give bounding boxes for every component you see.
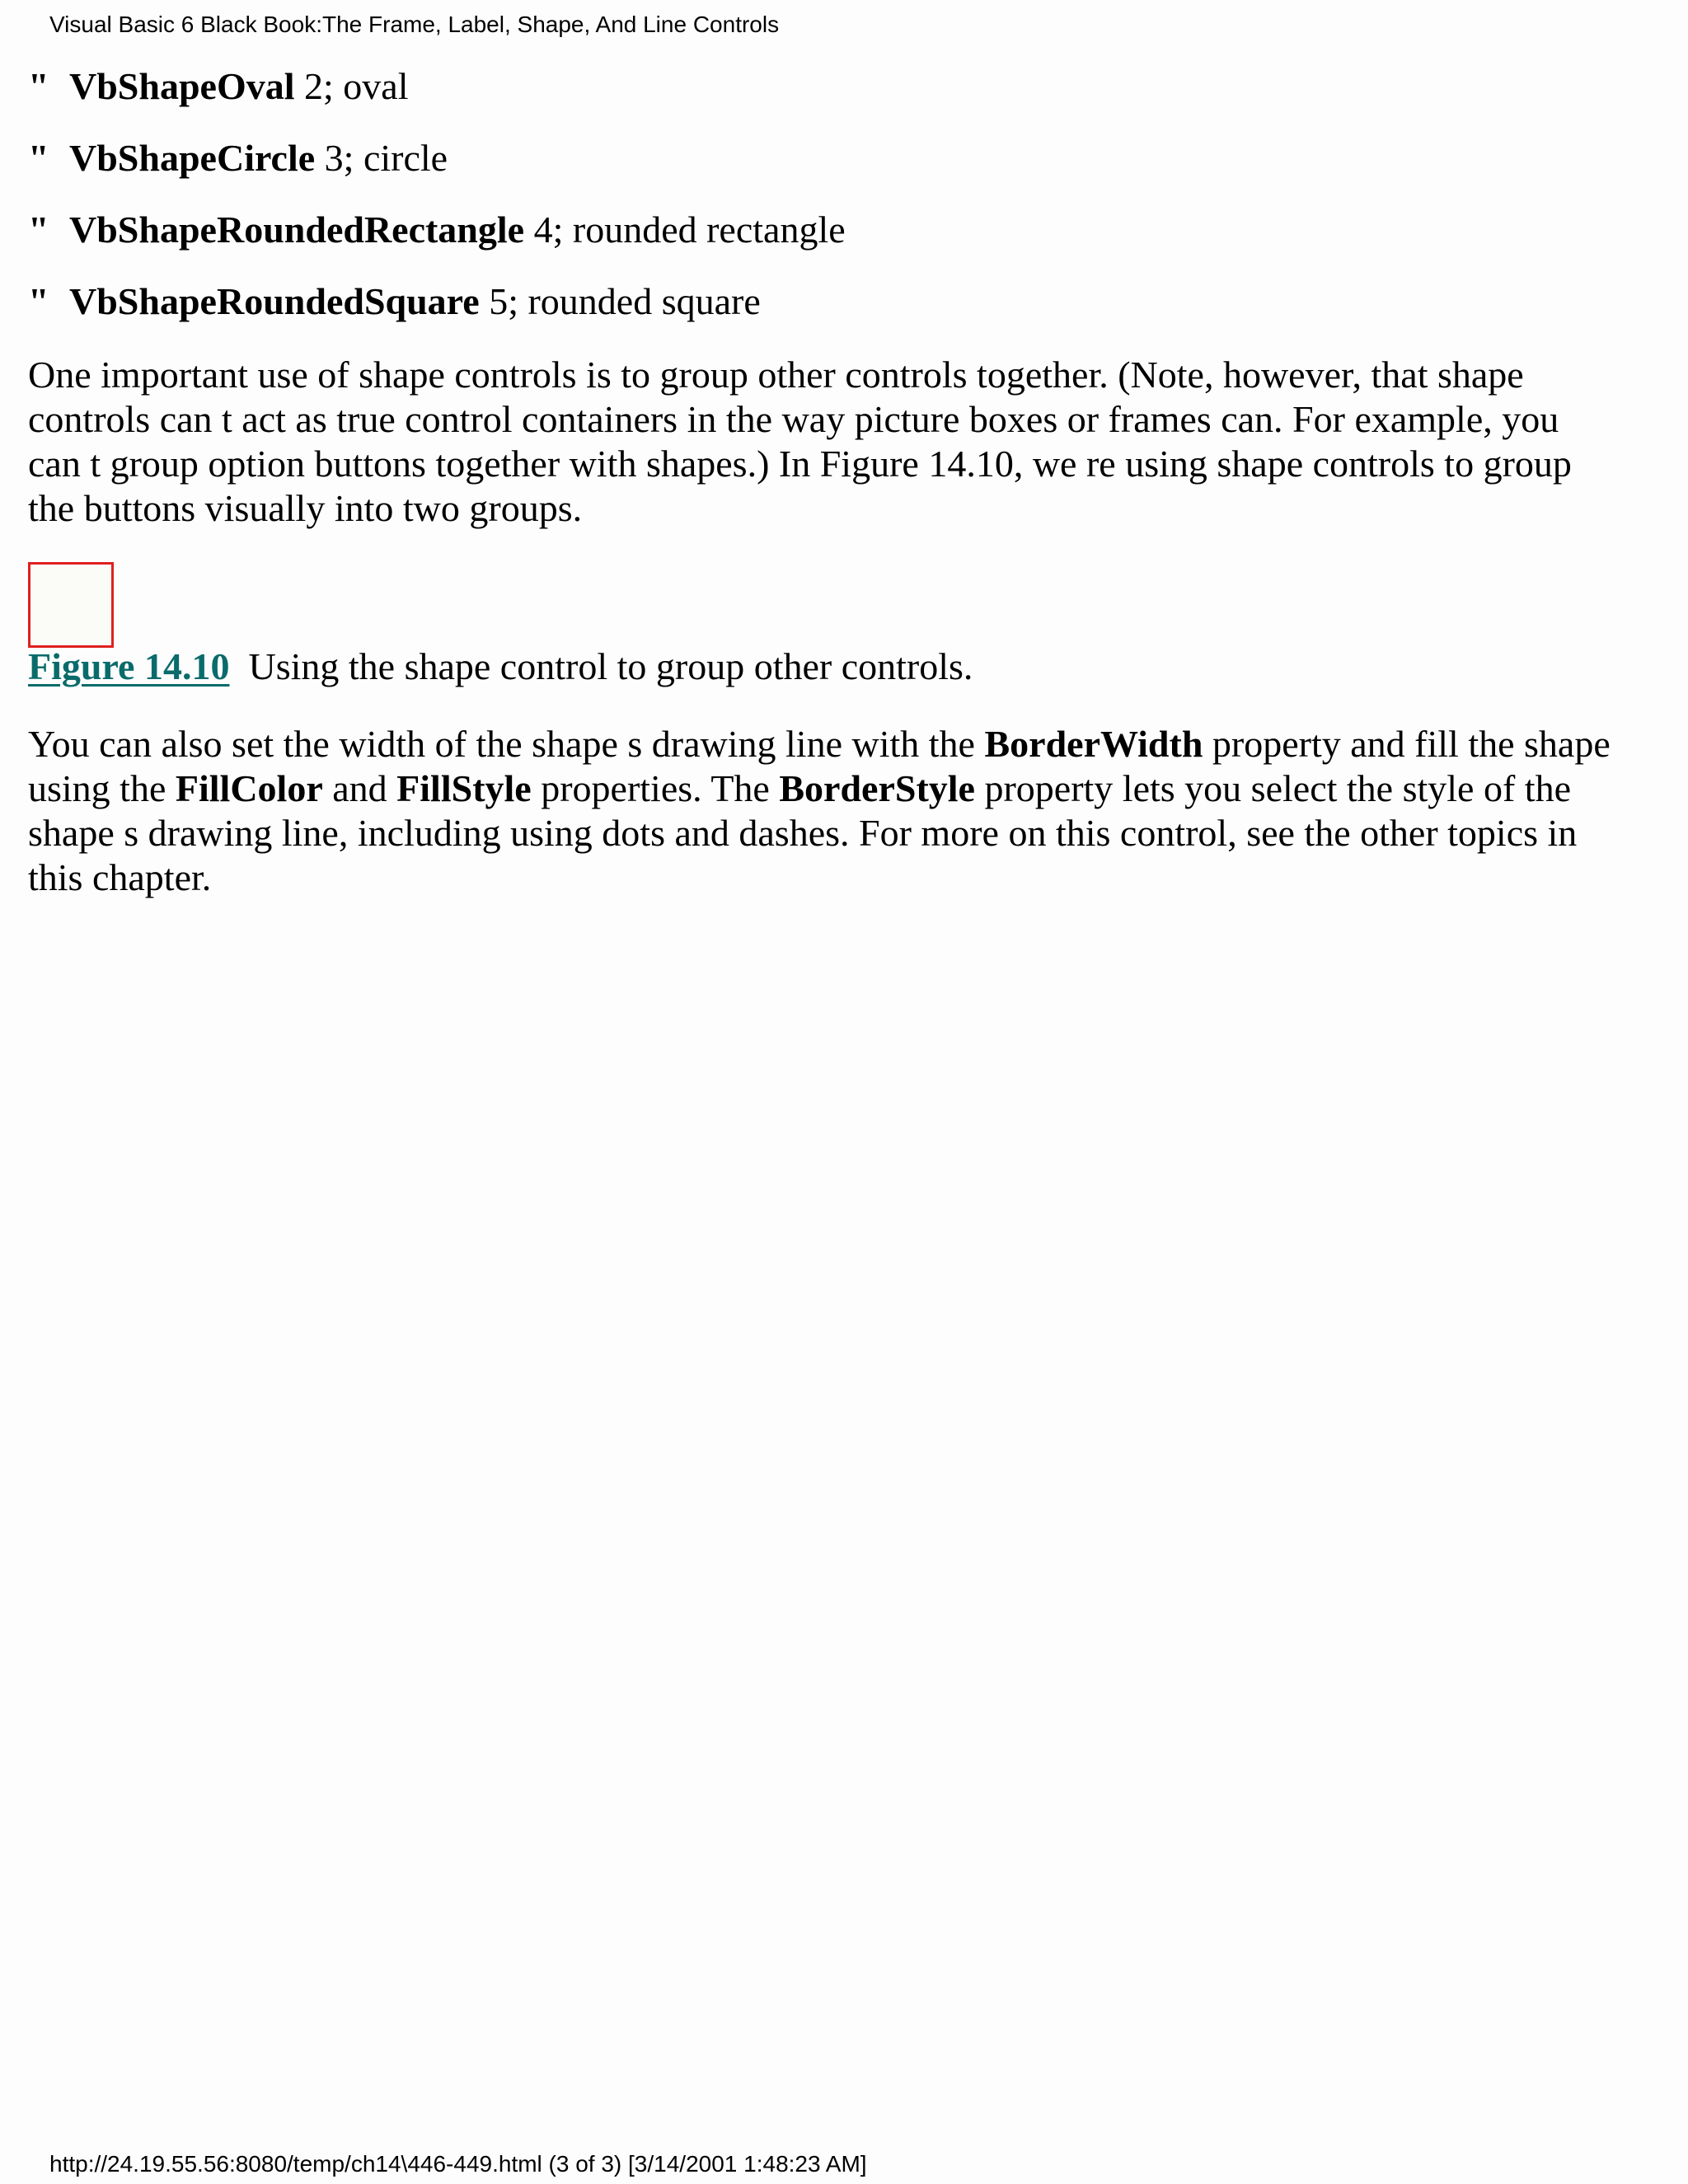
- property-name: FillColor: [175, 767, 323, 809]
- property-name: BorderStyle: [779, 767, 975, 809]
- constant-description: 2; oval: [294, 65, 409, 107]
- bullet-mark: ": [28, 209, 49, 251]
- text-run: property and fill the shape: [1203, 723, 1611, 765]
- page-header: Visual Basic 6 Black Book:The Frame, Label, Shape, And Line Controls: [49, 12, 780, 37]
- paragraph-line: controls can t act as true control containers in the way picture boxes or frames can. For example, you: [28, 398, 1559, 440]
- property-name: BorderWidth: [984, 723, 1203, 765]
- constant-description: 3; circle: [315, 137, 448, 179]
- constant-name: VbShapeRoundedSquare: [69, 280, 480, 322]
- constant-name: VbShapeRoundedRectangle: [69, 209, 525, 251]
- paragraph-line: One important use of shape controls is to group other controls together. (Note, however, that shape: [28, 354, 1524, 396]
- text-run: You can also set the width of the shape s drawing line with the: [28, 723, 985, 765]
- figure-caption: [28, 644, 1668, 689]
- paragraph-line: shape s drawing line, including using dots and dashes. For more on this control, see the other topics in: [28, 812, 1578, 854]
- figure-caption-text: Using the shape control to group other controls.: [248, 645, 973, 687]
- figure-link[interactable]: Figure 14.10: [28, 645, 230, 687]
- bullet-mark: ": [28, 137, 49, 179]
- page-footer-url: http://24.19.55.56:8080/temp/ch14\446-449.html (3 of 3) [3/14/2001 1:48:23 AM]: [49, 2151, 867, 2177]
- bullet-item: [28, 208, 846, 252]
- figure-thumbnail-image[interactable]: [28, 562, 114, 648]
- paragraph-line: this chapter.: [28, 856, 212, 898]
- constant-name: VbShapeOval: [69, 65, 295, 107]
- text-run: and: [322, 767, 397, 809]
- bullet-mark: ": [28, 65, 49, 107]
- bullet-item: [28, 136, 448, 180]
- paragraph-line: [28, 722, 1668, 766]
- paragraph-shape-grouping: [28, 353, 1668, 531]
- paragraph-line: the buttons visually into two groups.: [28, 487, 583, 529]
- text-run: properties. The: [531, 767, 780, 809]
- constant-description: 5; rounded square: [479, 280, 761, 322]
- text-run: using the: [28, 767, 176, 809]
- constant-description: 4; rounded rectangle: [524, 209, 846, 251]
- property-name: FillStyle: [396, 767, 532, 809]
- text-run: property lets you select the style of the: [974, 767, 1571, 809]
- bullet-mark: ": [28, 280, 49, 322]
- constant-name: VbShapeCircle: [69, 137, 316, 179]
- bullet-item: [28, 279, 761, 324]
- paragraph-line: can t group option buttons together with shapes.) In Figure 14.10, we re using shape controls to group: [28, 443, 1572, 485]
- paragraph-shape-properties: [28, 722, 1668, 900]
- paragraph-line: [28, 766, 1668, 811]
- bullet-item: [28, 64, 409, 109]
